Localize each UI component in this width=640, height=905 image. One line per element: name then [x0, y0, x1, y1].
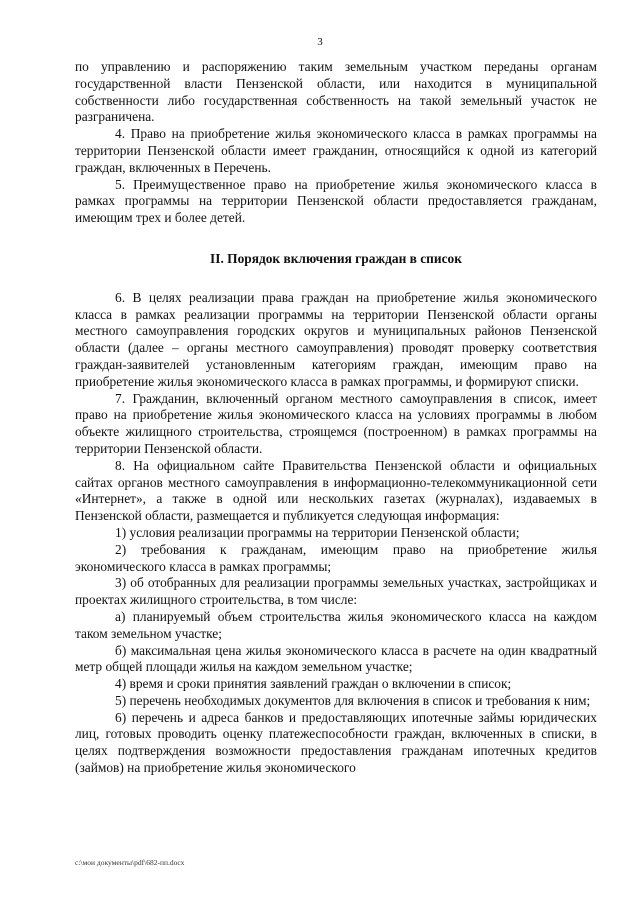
list-item: 4) время и сроки принятия заявлений граждан о включении в список; — [115, 676, 512, 692]
section-heading: II. Порядок включения граждан в список — [210, 250, 462, 266]
list-item: 1) условия реализации программы на территории Пензенской области; — [115, 524, 520, 540]
paragraph: по управлению и распоряжению таким земельным участком переданы органам государственной власти Пензенской области, или находится в муниципальной собственности либо государственная собственность на такой земельный участок не разграничена. — [75, 59, 597, 125]
sub-list-item: а) планируемый объем строительства жилья экономического класса на каждом таком земельном участке; — [75, 608, 597, 641]
list-item: 5) перечень необходимых документов для включения в список и требования к ним; — [115, 692, 591, 708]
document-body — [75, 59, 597, 777]
page-number: 3 — [317, 36, 323, 48]
sub-list-item: б) максимальная цена жилья экономического класса в расчете на один квадратный метр общей площади жилья на каждом земельном участке; — [75, 642, 597, 675]
paragraph: 5. Преимущественное право на приобретение жилья экономического класса в рамках программы на территории Пензенской области предоставляется гражданам, имеющим трех и более детей. — [75, 176, 597, 226]
paragraph: 8. На официальном сайте Правительства Пензенской области и официальных сайтах органов местного самоуправления в информационно-телекоммуникационной сети «Интернет», а также в одной или нескольких газетах (журналах), издаваемых в Пензенской области, размещается и публикуется следующая информация: — [75, 457, 597, 524]
footer-file-path: c:\мои документы\pdf\682-пп.docx — [75, 858, 185, 867]
paragraph: 7. Гражданин, включенный органом местного самоуправления в список, имеет право на приобретение жилья экономического класса на условиях программы в любом объекте жилищного строительства, строящемся (построенном) в рамках программы на территории Пензенской области. — [75, 390, 597, 456]
paragraph: 4. Право на приобретение жилья экономического класса в рамках программы на территории Пензенской области имеет гражданин, относящийся к одной из категорий граждан, включенных в Перечень. — [75, 126, 597, 175]
list-item: 2) требования к гражданам, имеющим право на приобретение жилья экономического класса в рамках программы; — [75, 541, 597, 574]
paragraph: 6. В целях реализации права граждан на приобретение жилья экономического класса в рамках реализации программы на территории Пензенской области органы местного самоуправления городских округов и муниципальных районов Пензенской области (далее – органы местного самоуправления) проводят проверку соответствия граждан-заявителей установленным категориям граждан, имеющим право на приобретение жилья экономического класса в рамках программы, и формируют списки. — [75, 289, 597, 389]
list-item: 3) об отобранных для реализации программы земельных участках, застройщиках и проектах жилищного строительства, в том числе: — [75, 575, 597, 608]
list-item: 6) перечень и адреса банков и предоставляющих ипотечные займы юридических лиц, готовых проводить оценку платежеспособности граждан, включенных в списки, в целях подтверждения возможности предоставления гражданам ипотечных кредитов (займов) на приобретение жилья экономического — [75, 709, 597, 776]
